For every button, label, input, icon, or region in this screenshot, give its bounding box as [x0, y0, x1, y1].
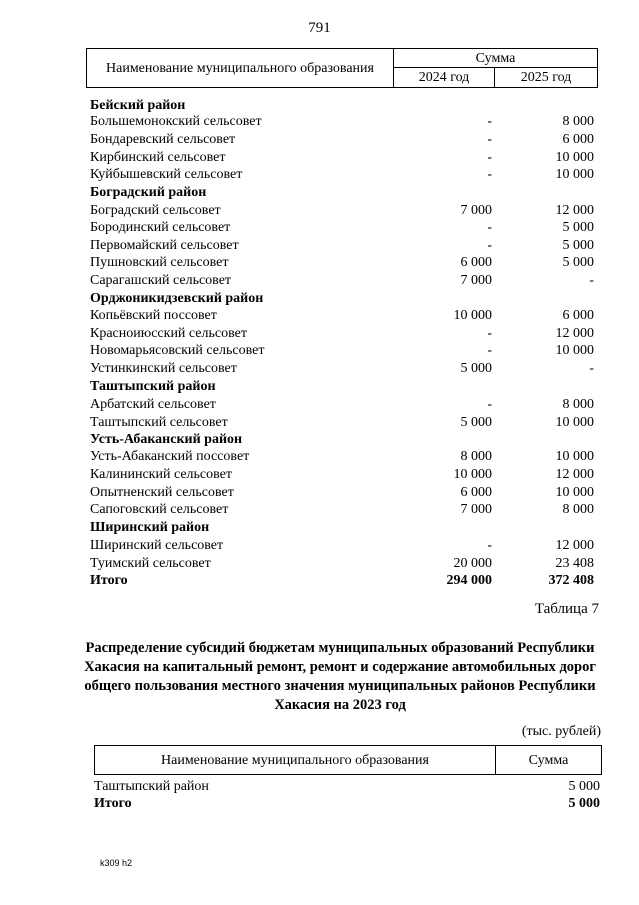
- row-name: Устинкинский сельсовет: [90, 361, 237, 376]
- row-value: 5 000: [568, 779, 600, 794]
- district-heading: [90, 519, 602, 537]
- value-2024: 6 000: [460, 485, 492, 500]
- table-row: [94, 778, 602, 796]
- district-heading: [90, 431, 602, 449]
- value-2025: 8 000: [562, 114, 594, 129]
- value-2025: 12 000: [555, 467, 594, 482]
- table-row: [90, 537, 602, 555]
- table-row: [90, 501, 602, 519]
- row-name: Итого: [90, 573, 128, 588]
- row-value: 5 000: [568, 796, 600, 811]
- row-name: Боградский район: [90, 185, 207, 200]
- row-name: Бородинский сельсовет: [90, 220, 231, 235]
- table-row: [90, 396, 602, 414]
- row-name: Ширинский район: [90, 520, 210, 535]
- units-label: (тыс. рублей): [521, 724, 601, 739]
- table-row: [90, 466, 602, 484]
- table-row: [90, 448, 602, 466]
- row-name: Кирбинский сельсовет: [90, 150, 226, 165]
- value-2024: -: [487, 114, 492, 129]
- value-2025: 10 000: [555, 485, 594, 500]
- row-name: Усть-Абаканский район: [90, 432, 243, 447]
- table-row: [90, 202, 602, 220]
- header-name: Наименование муниципального образования: [87, 49, 394, 88]
- value-2024: 7 000: [460, 203, 492, 218]
- table-row: [90, 272, 602, 290]
- row-name: Опытненский сельсовет: [90, 485, 234, 500]
- table7-header: [94, 745, 602, 775]
- row-name: Орджоникидзевский район: [90, 291, 264, 306]
- row-name: Большемонокский сельсовет: [90, 114, 262, 129]
- table-row: [90, 237, 602, 255]
- value-2024: -: [487, 397, 492, 412]
- district-heading: [90, 378, 602, 396]
- value-2025: 5 000: [562, 255, 594, 270]
- header-sum: Сумма: [394, 49, 598, 68]
- row-name: Арбатский сельсовет: [90, 397, 216, 412]
- value-2025: 6 000: [562, 308, 594, 323]
- value-2024: 7 000: [460, 273, 492, 288]
- table-row: [90, 113, 602, 131]
- row-name: Бейский район: [90, 98, 186, 113]
- value-2025: 8 000: [562, 502, 594, 517]
- value-2024: 20 000: [453, 556, 492, 571]
- value-2025: 10 000: [555, 415, 594, 430]
- table-label: Таблица 7: [534, 601, 599, 617]
- table-row: [90, 360, 602, 378]
- value-2025: 12 000: [555, 538, 594, 553]
- table-row: [90, 484, 602, 502]
- value-2025: 372 408: [548, 573, 594, 588]
- row-name: Пушновский сельсовет: [90, 255, 229, 270]
- row-name: Сапоговский сельсовет: [90, 502, 229, 517]
- row-name: Таштыпский район: [90, 379, 216, 394]
- value-2025: 10 000: [555, 150, 594, 165]
- value-2024: 10 000: [453, 467, 492, 482]
- value-2025: 12 000: [555, 203, 594, 218]
- value-2024: -: [487, 220, 492, 235]
- table-row: [90, 325, 602, 343]
- row-name: Сарагашский сельсовет: [90, 273, 232, 288]
- value-2024: -: [487, 150, 492, 165]
- value-2024: -: [487, 326, 492, 341]
- table-row: [90, 166, 602, 184]
- header-year-2025: 2025 год: [495, 68, 598, 88]
- district-heading: [90, 184, 602, 202]
- row-name: Первомайский сельсовет: [90, 238, 239, 253]
- row-name: Красноиюсский сельсовет: [90, 326, 247, 341]
- value-2025: 12 000: [555, 326, 594, 341]
- row-name: Новомарьясовский сельсовет: [90, 343, 265, 358]
- row-name: Калининский сельсовет: [90, 467, 232, 482]
- value-2024: 10 000: [453, 308, 492, 323]
- total-row: [90, 572, 602, 590]
- row-name: Итого: [94, 796, 132, 811]
- value-2024: 5 000: [460, 415, 492, 430]
- page-number: 791: [308, 20, 331, 36]
- value-2025: 10 000: [555, 167, 594, 182]
- t7-header-sum: Сумма: [496, 746, 602, 775]
- row-name: Боградский сельсовет: [90, 203, 221, 218]
- table6-header: [86, 48, 598, 88]
- table-row: [90, 149, 602, 167]
- table-row: [90, 131, 602, 149]
- row-name: Туимский сельсовет: [90, 556, 211, 571]
- row-name: Таштыпский район: [94, 779, 209, 794]
- table7-title: Распределение субсидий бюджетам муниципальных образований Республики Хакасия на капитальный ремонт, ремонт и содержание автомобильных дорог общего пользования местного значения муниципальных районов Республики Хакасия на 2023 год: [84, 640, 596, 713]
- value-2025: 8 000: [562, 397, 594, 412]
- row-name: Усть-Абаканский поссовет: [90, 449, 250, 464]
- table-row: [90, 254, 602, 272]
- t7-header-name: Наименование муниципального образования: [95, 746, 496, 775]
- row-name: Бондаревский сельсовет: [90, 132, 236, 147]
- table-row: [90, 342, 602, 360]
- table-row: [90, 307, 602, 325]
- table-row: [90, 219, 602, 237]
- value-2024: -: [487, 132, 492, 147]
- value-2024: -: [487, 167, 492, 182]
- value-2025: 23 408: [555, 556, 594, 571]
- value-2024: 5 000: [460, 361, 492, 376]
- value-2025: 6 000: [562, 132, 594, 147]
- value-2024: 294 000: [446, 573, 492, 588]
- table-row: [90, 555, 602, 573]
- value-2024: 7 000: [460, 502, 492, 517]
- value-2024: -: [487, 238, 492, 253]
- row-name: Куйбышевский сельсовет: [90, 167, 243, 182]
- value-2024: 8 000: [460, 449, 492, 464]
- value-2025: 10 000: [555, 449, 594, 464]
- value-2025: 5 000: [562, 220, 594, 235]
- value-2024: 6 000: [460, 255, 492, 270]
- row-name: Таштыпский сельсовет: [90, 415, 228, 430]
- value-2025: 5 000: [562, 238, 594, 253]
- value-2025: 10 000: [555, 343, 594, 358]
- row-name: Ширинский сельсовет: [90, 538, 224, 553]
- value-2024: -: [487, 538, 492, 553]
- district-heading: [90, 290, 602, 308]
- table-row: [90, 414, 602, 432]
- row-name: Копьёвский поссовет: [90, 308, 217, 323]
- value-2025: -: [589, 361, 594, 376]
- footer-code: k309 h2: [100, 858, 133, 868]
- header-year-2024: 2024 год: [394, 68, 495, 88]
- value-2024: -: [487, 343, 492, 358]
- total-row: [94, 795, 602, 813]
- value-2025: -: [589, 273, 594, 288]
